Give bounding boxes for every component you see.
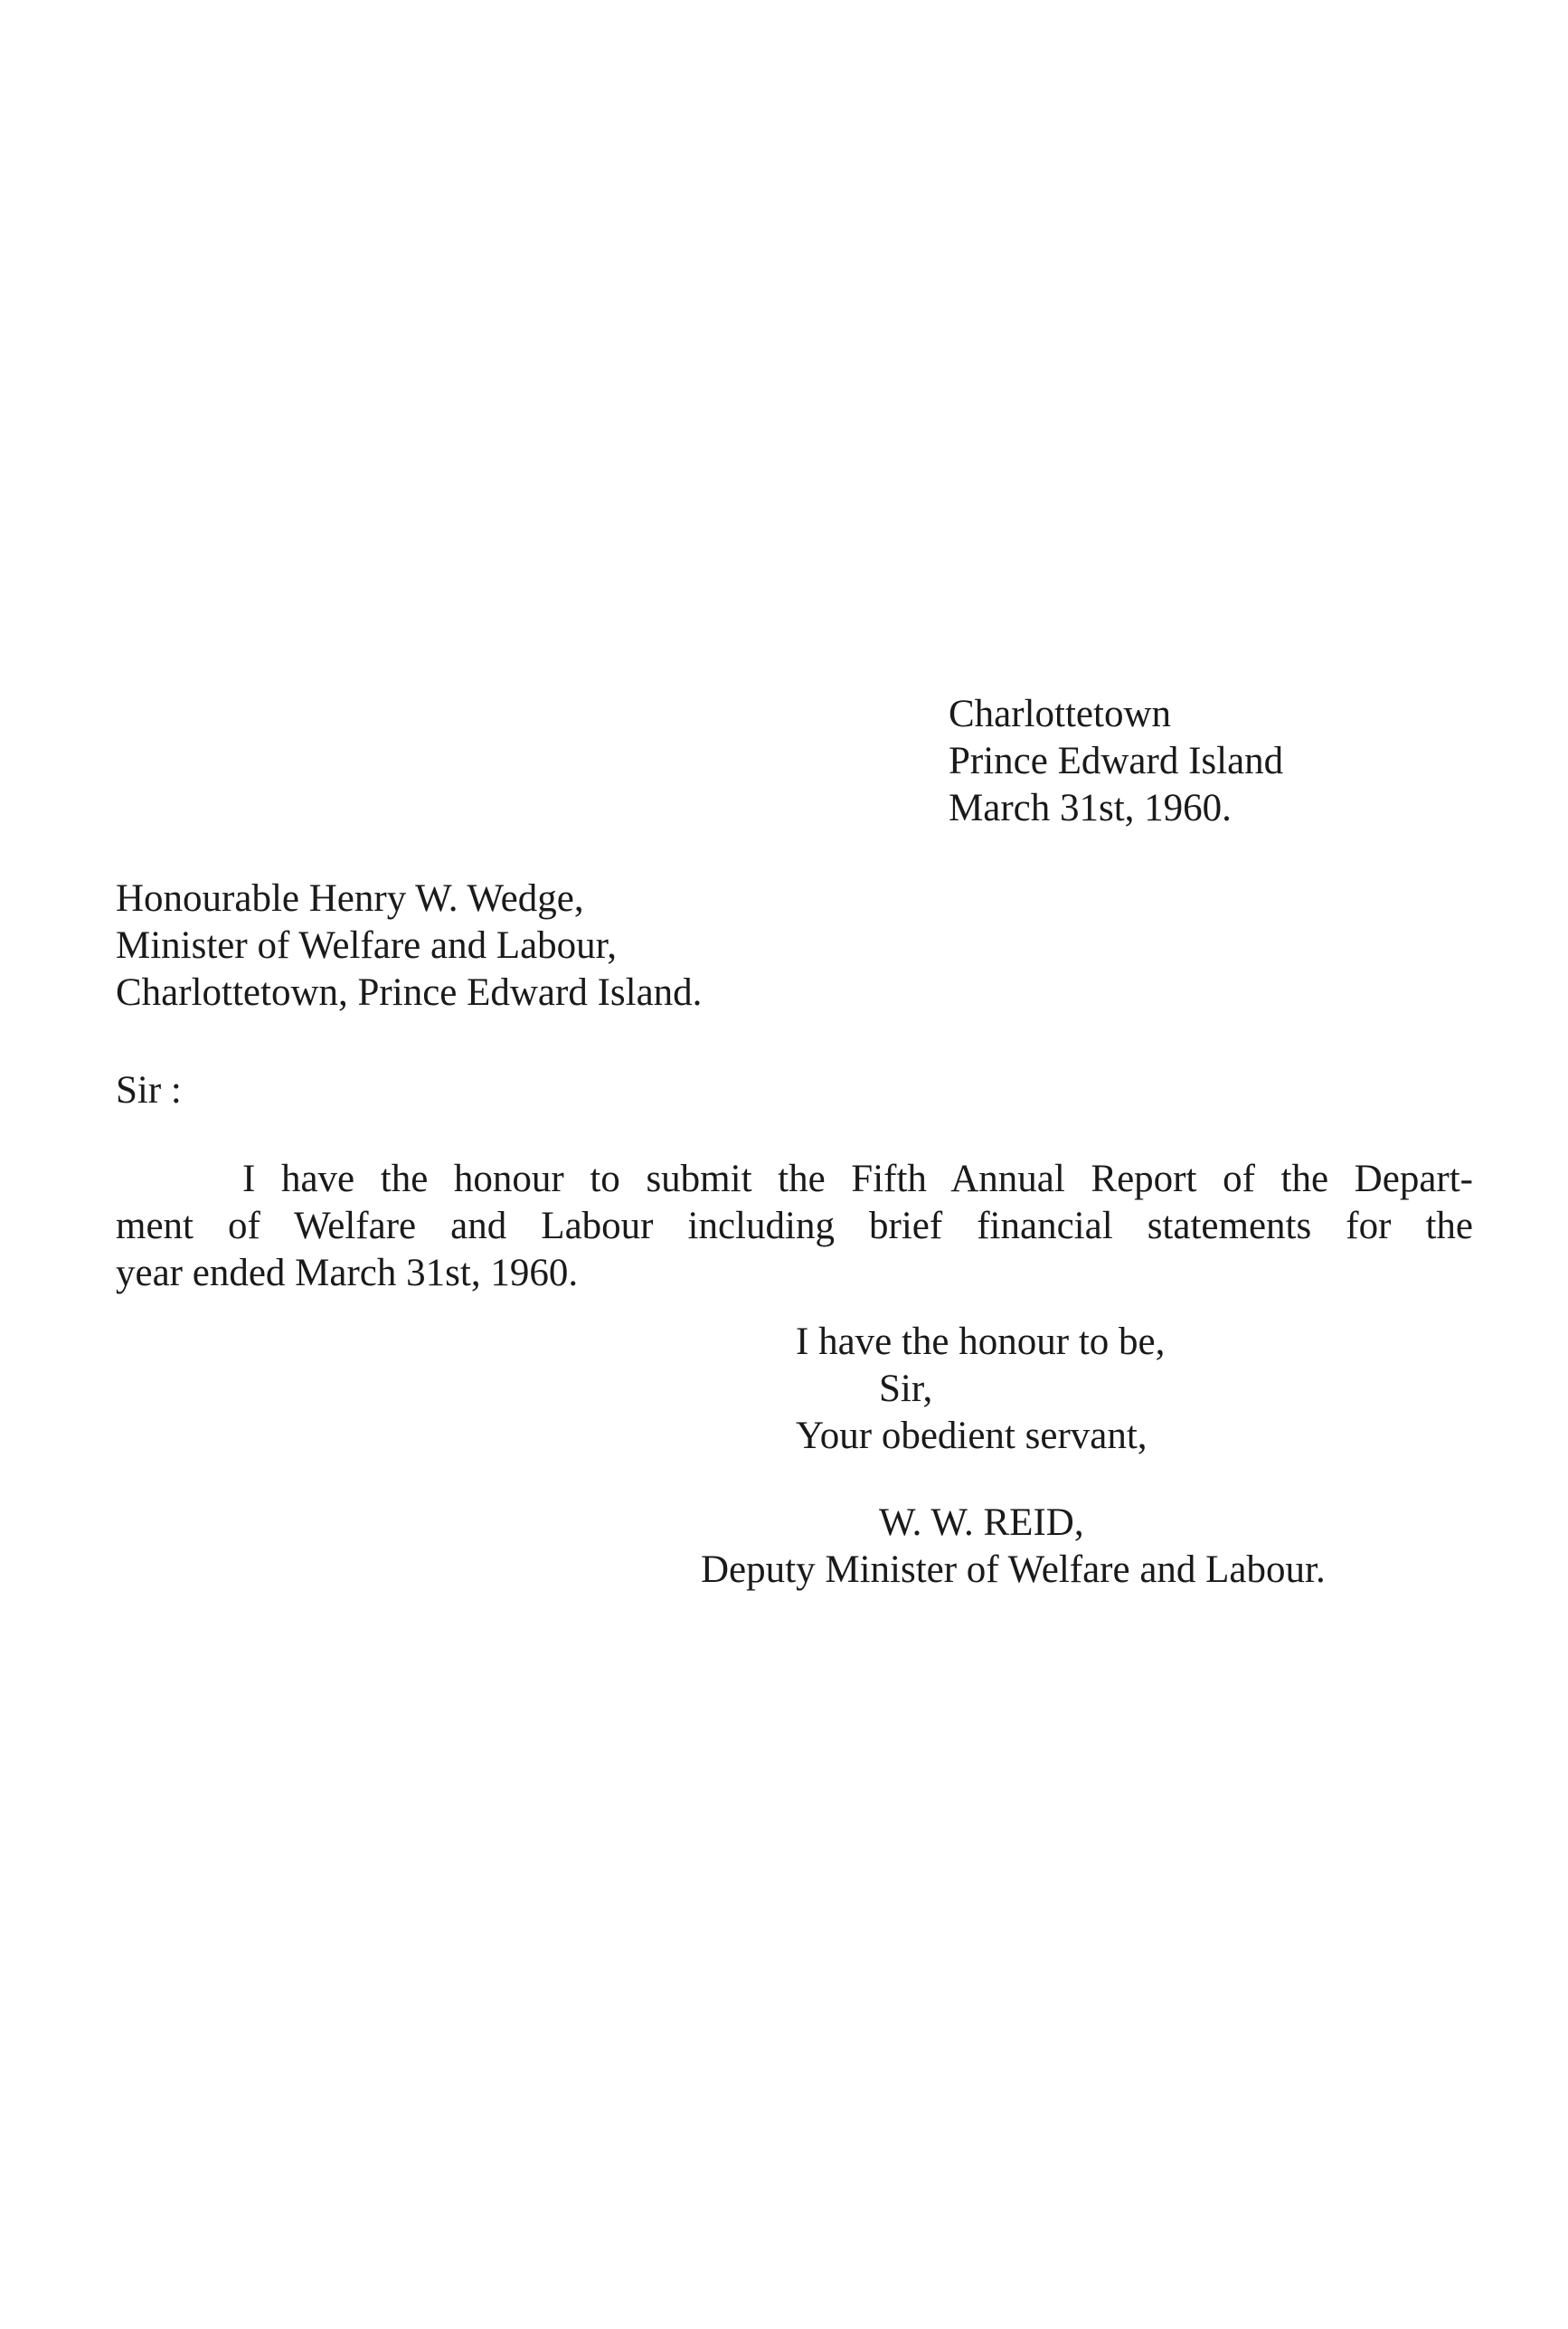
signatory-title: Deputy Minister of Welfare and Labour. [701,1548,1326,1591]
place-city: Charlottetown [949,693,1172,735]
signatory-name: W. W. REID, [879,1501,1084,1544]
place-province: Prince Edward Island [949,740,1284,782]
body-line: year ended March 31st, 1960. [116,1252,579,1294]
closing-line: Your obedient servant, [796,1415,1148,1457]
addressee-name: Honourable Henry W. Wedge, [116,877,584,920]
body-line: ment of Welfare and Labour including brief financial statements for the [116,1205,1473,1247]
closing-line: Sir, [879,1368,933,1410]
addressee-title: Minister of Welfare and Labour, [116,924,618,967]
body-line: I have the honour to submit the Fifth Annual Report of the Depart- [242,1158,1473,1200]
letter-body [116,1156,1473,1297]
closing-line: I have the honour to be, [796,1321,1166,1363]
place-and-date [949,691,1283,832]
salutation [116,1067,182,1114]
complimentary-close [796,1319,1165,1460]
salutation-text: Sir : [116,1069,182,1112]
addressee-block [116,876,702,1017]
signature-block [701,1500,1326,1594]
letter-date: March 31st, 1960. [949,787,1232,829]
addressee-location: Charlottetown, Prince Edward Island. [116,971,703,1014]
